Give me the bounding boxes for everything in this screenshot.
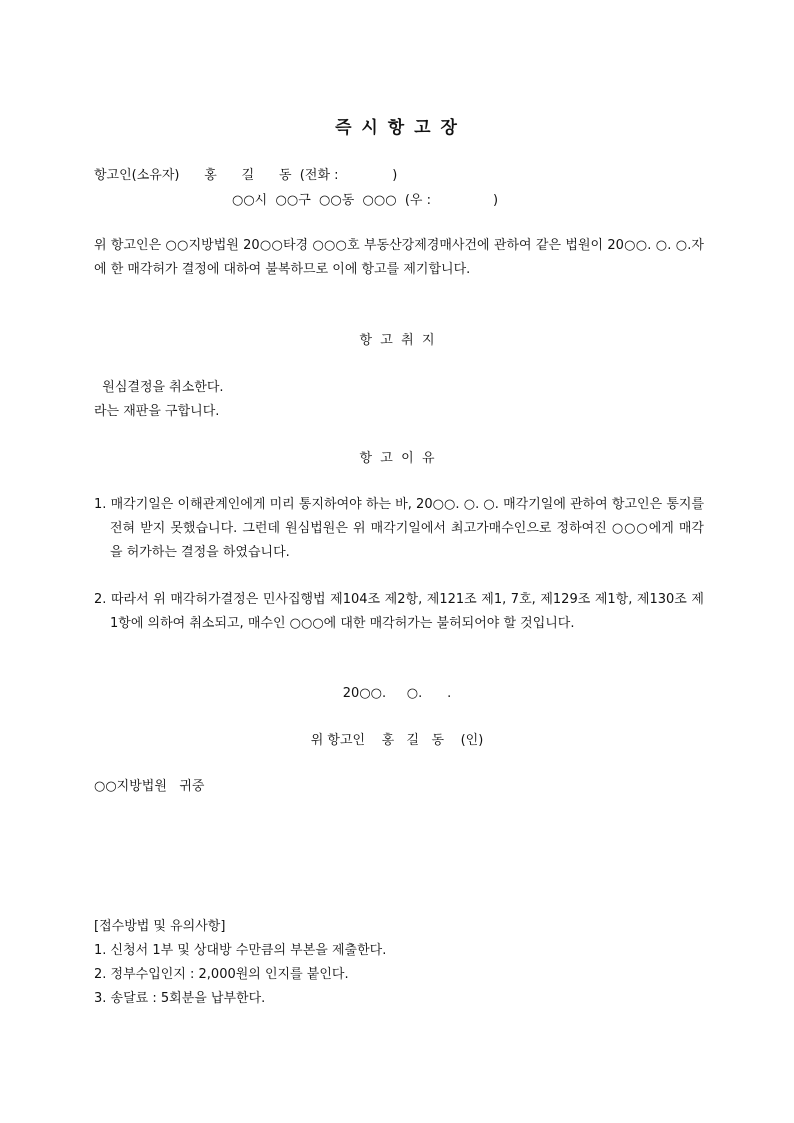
note-item-3: 3. 송달료 : 5회분을 납부한다. [94, 991, 266, 1006]
purpose-line-2: 라는 재판을 구합니다. [94, 404, 220, 419]
note-item-2: 2. 정부수입인지 : 2,000원의 인지를 붙인다. [94, 967, 349, 982]
reasons-heading: 항 고 이 유 [359, 451, 435, 466]
reason-item-2: 2. 따라서 위 매각허가결정은 민사집행법 제104조 제2항, 제121조 제1, 7호, 제129조 제1항, 제130조 제1항에 의하여 취소되고, 매수인 ○○○에 대한 매각허가는 불허되어야 할 것입니다. [94, 592, 704, 631]
signature-line: 위 항고인 홍 길 동 (인) [310, 733, 484, 748]
court-addressee: ○○지방법원 귀중 [94, 779, 205, 794]
filing-date: 20○○. ○. . [342, 686, 452, 701]
notes-heading: [접수방법 및 유의사항] [94, 919, 226, 934]
purpose-line-1: 원심결정을 취소한다. [94, 380, 224, 395]
address-line: ○○시 ○○구 ○○동 ○○○ (우 : ) [232, 193, 499, 208]
appellant-line: 항고인(소유자) 홍 길 동 (전화 : ) [94, 168, 398, 183]
reason-item-1: 1. 매각기일은 이해관계인에게 미리 통지하여야 하는 바, 20○○. ○. ○. 매각기일에 관하여 항고인은 통지를 전혀 받지 못했습니다. 그런데 원심법원은 위 매각기일에서 최고가매수인으로 정하여진 ○○○에게 매각을 허가하는 결정을 하였습니다. [94, 497, 704, 560]
purpose-heading: 항 고 취 지 [359, 333, 435, 348]
intro-paragraph: 위 항고인은 ○○지방법원 20○○타경 ○○○호 부동산강제경매사건에 관하여 같은 법원이 20○○. ○. ○.자에 한 매각허가 결정에 대하여 불복하므로 이에 항고를 제기합니다. [94, 238, 704, 277]
note-item-1: 1. 신청서 1부 및 상대방 수만큼의 부본을 제출한다. [94, 943, 387, 958]
document-title: 즉 시 항 고 장 [335, 118, 459, 138]
